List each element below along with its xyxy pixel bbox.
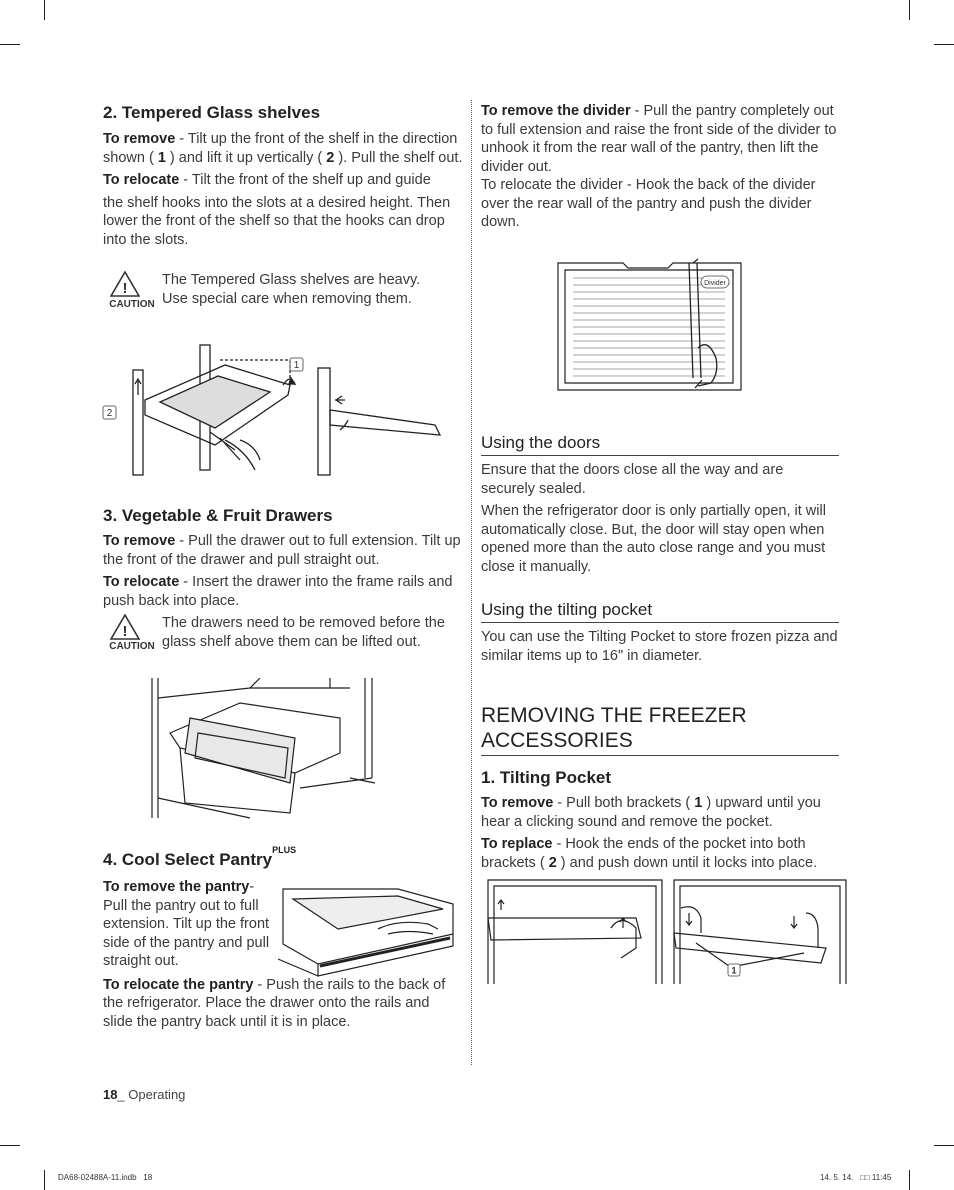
caution-text-glass: The Tempered Glass shelves are heavy. Use special care when removing them. bbox=[162, 272, 421, 307]
section-title-freezer: REMOVING THE FREEZER ACCESSORIES bbox=[481, 703, 839, 756]
glass-relocate-paragraph: To relocate - Tilt the front of the shelf up and guide bbox=[103, 172, 431, 188]
veg-remove-paragraph: To remove - Pull the drawer out to full extension. Tilt up the front of the drawer and pull straight out. bbox=[103, 533, 461, 568]
doors-paragraph-1: Ensure that the doors close all the way and are securely sealed. bbox=[481, 462, 784, 497]
section-title-tilting: Using the tilting pocket bbox=[481, 600, 839, 623]
caution-label: CAUTION bbox=[109, 299, 155, 310]
figure-tilting-pocket bbox=[486, 878, 848, 986]
grille-lines bbox=[573, 278, 725, 376]
figure-glass-shelf bbox=[100, 340, 450, 485]
svg-text:!: ! bbox=[122, 280, 128, 297]
section-subtitle-tilting-pocket: 1. Tilting Pocket bbox=[481, 768, 612, 787]
crop-mark bbox=[934, 1145, 954, 1146]
figure-pantry bbox=[278, 884, 460, 980]
crop-mark bbox=[909, 1170, 910, 1190]
section-title-glass-shelves: 2. Tempered Glass shelves bbox=[103, 103, 321, 122]
crop-mark bbox=[909, 0, 910, 20]
left-column bbox=[103, 103, 463, 249]
divider-section bbox=[481, 102, 841, 232]
crop-mark bbox=[44, 0, 45, 20]
section-title-pantry: 4. Cool Select Pantry$^{PLUS}$ bbox=[103, 845, 297, 869]
footer-section: _ Operating bbox=[117, 1087, 186, 1102]
doors-paragraph-2: When the refrigerator door is only partially open, it will automatically close. But, the door will stay open when opened more than the auto close range and you must close it manually. bbox=[481, 503, 826, 575]
caution-icon bbox=[110, 271, 140, 297]
crop-mark bbox=[44, 1170, 45, 1190]
slug-left: DA68-02488A-11.indb 18 bbox=[58, 1173, 153, 1182]
crop-mark bbox=[0, 44, 20, 45]
glass-remove-paragraph: To remove - Tilt up the front of the shelf in the direction shown ( 1 ) and lift it up vertically ( 2 ). Pull the shelf out. bbox=[103, 131, 463, 166]
divider-relocate-paragraph: To relocate the divider - Hook the back of the divider over the rear wall of the pantry and push the divider down. bbox=[481, 177, 816, 230]
section-veg-drawers bbox=[103, 506, 463, 610]
pantry-remove-paragraph: To remove the pantry- Pull the pantry out to full extension. Tilt up the front side of the pantry and pull straight out. bbox=[103, 879, 270, 969]
figure-divider bbox=[553, 258, 745, 398]
glass-relocate-paragraph-2: the shelf hooks into the slots at a desired height. Then lower the front of the shelf so that the hooks can drop into the slots. bbox=[103, 194, 451, 248]
section-freezer bbox=[481, 703, 839, 872]
tilting-paragraph: You can use the Tilting Pocket to store frozen pizza and similar items up to 16" in diameter. bbox=[481, 629, 838, 664]
crop-mark bbox=[0, 1145, 20, 1146]
section-title-doors: Using the doors bbox=[481, 433, 839, 456]
pantry-relocate-paragraph: To relocate the pantry - Push the rails to the back of the refrigerator. Place the drawer onto the rails and slide the pantry back until it is in place. bbox=[103, 976, 446, 1030]
crop-mark bbox=[934, 44, 954, 45]
svg-text:!: ! bbox=[122, 623, 128, 640]
caution-icon bbox=[110, 614, 140, 640]
caution-block-glass bbox=[103, 271, 463, 311]
section-title-veg-drawers: 3. Vegetable & Fruit Drawers bbox=[103, 506, 333, 525]
veg-relocate-paragraph: To relocate - Insert the drawer into the frame rails and push back into place. bbox=[103, 574, 453, 609]
svg-text:1: 1 bbox=[293, 360, 300, 371]
freezer-remove-paragraph: To remove - Pull both brackets ( 1 ) upward until you hear a clicking sound and remove the pocket. bbox=[481, 795, 821, 830]
column-divider bbox=[471, 100, 472, 1065]
caution-block-drawers bbox=[103, 614, 463, 654]
page-footer bbox=[103, 1087, 185, 1102]
page-number: 18 bbox=[103, 1087, 118, 1102]
section-tilting bbox=[481, 600, 839, 665]
pantry-sup: PLUS bbox=[272, 845, 297, 855]
freezer-replace-paragraph: To replace - Hook the ends of the pocket into both brackets ( 2 ) and push down until it locks into place. bbox=[481, 836, 818, 871]
section-doors bbox=[481, 433, 839, 576]
svg-text:1: 1 bbox=[731, 965, 737, 976]
figure-veg-drawer bbox=[150, 678, 378, 820]
svg-text:Divider: Divider bbox=[704, 280, 726, 287]
slug-right: 14. 5. 14. □□ 11:45 bbox=[820, 1173, 892, 1182]
caution-label: CAUTION bbox=[109, 641, 155, 652]
caution-text-drawers: The drawers need to be removed before the glass shelf above them can be lifted out. bbox=[162, 615, 445, 650]
svg-text:2: 2 bbox=[106, 408, 113, 419]
divider-remove-paragraph: To remove the divider - Pull the pantry completely out to full extension and raise the front side of the divider to unhook it from the rear wall of the pantry, then lift the divider out. bbox=[481, 103, 837, 175]
